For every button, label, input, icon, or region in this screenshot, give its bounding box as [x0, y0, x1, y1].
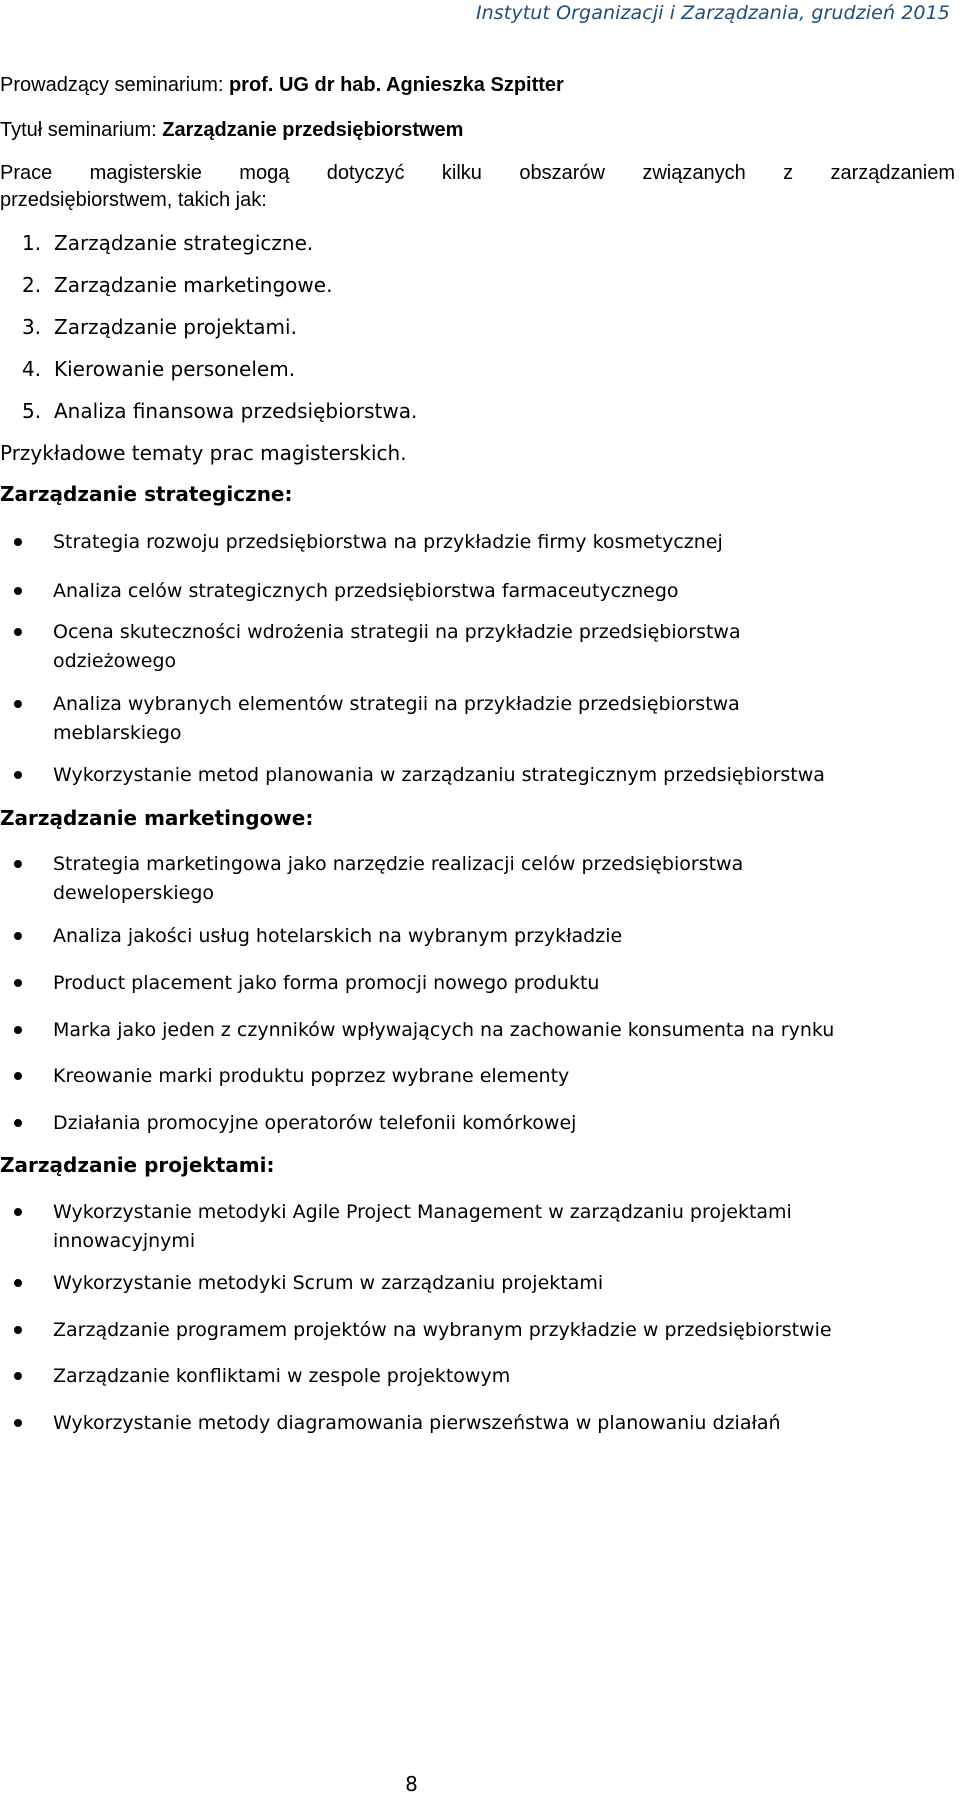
seminar-title-label: Tytuł seminarium: [0, 119, 163, 141]
topic-text: Wykorzystanie metody diagramowania pierwszeństwa w planowaniu działań [53, 1412, 781, 1434]
topic-text-continuation: innowacyjnymi [53, 1230, 196, 1252]
seminar-title-line [0, 117, 463, 143]
page-header: Instytut Organizacji i Zarządzania, grudzień 2015 [475, 2, 950, 24]
bullet-icon [14, 771, 22, 779]
area-number: 5. [22, 399, 42, 423]
bullet-icon [14, 1026, 22, 1034]
bullet-icon [14, 1326, 22, 1334]
area-item [22, 356, 295, 382]
intro-line-2: przedsiębiorstwem, takich jak: [0, 189, 267, 211]
topic-text: Analiza celów strategicznych przedsiębiorstwa farmaceutycznego [53, 580, 679, 602]
topic-text: Product placement jako forma promocji nowego produktu [53, 972, 600, 994]
area-item [22, 272, 332, 298]
section-heading-strategic: Zarządzanie strategiczne: [0, 482, 293, 506]
area-number: 3. [22, 315, 42, 339]
bullet-icon [14, 628, 22, 636]
bullet-icon [14, 1372, 22, 1380]
bullet-icon [14, 587, 22, 595]
page-number: 8 [405, 1772, 418, 1796]
area-label: Zarządzanie projektami. [54, 315, 297, 339]
topic-text: Analiza jakości usług hotelarskich na wybranym przykładzie [53, 925, 623, 947]
topic-text-continuation: odzieżowego [53, 650, 177, 672]
topic-text: Zarządzanie programem projektów na wybranym przykładzie w przedsiębiorstwie [53, 1319, 832, 1341]
bullet-icon [14, 700, 22, 708]
area-item [22, 230, 313, 256]
bullet-icon [14, 979, 22, 987]
area-label: Analiza finansowa przedsiębiorstwa. [54, 399, 418, 423]
area-label: Zarządzanie marketingowe. [54, 273, 333, 297]
section-heading-projects: Zarządzanie projektami: [0, 1153, 275, 1177]
topic-text: Działania promocyjne operatorów telefonii komórkowej [53, 1112, 577, 1134]
seminar-title-value: Zarządzanie przedsiębiorstwem [162, 119, 464, 141]
area-label: Kierowanie personelem. [54, 357, 296, 381]
topic-text-continuation: deweloperskiego [53, 882, 214, 904]
topic-text: Strategia rozwoju przedsiębiorstwa na przykładzie firmy kosmetycznej [53, 531, 723, 553]
bullet-icon [14, 538, 22, 546]
area-number: 4. [22, 357, 42, 381]
area-number: 1. [22, 231, 42, 255]
topic-text: Marka jako jeden z czynników wpływających na zachowanie konsumenta na rynku [53, 1019, 835, 1041]
bullet-icon [14, 860, 22, 868]
bullet-icon [14, 1279, 22, 1287]
bullet-icon [14, 1119, 22, 1127]
section-heading-marketing: Zarządzanie marketingowe: [0, 806, 314, 830]
area-number: 2. [22, 273, 42, 297]
topic-text: Wykorzystanie metodyki Agile Project Management w zarządzaniu projektami [53, 1201, 792, 1223]
intro-line-1: Prace magisterskie mogą dotyczyć kilku obszarów związanych z zarządzaniem [0, 162, 955, 184]
area-label: Zarządzanie strategiczne. [54, 231, 314, 255]
topic-text: Strategia marketingowa jako narzędzie realizacji celów przedsiębiorstwa [53, 853, 744, 875]
bullet-icon [14, 1208, 22, 1216]
area-item [22, 314, 297, 340]
topic-text: Kreowanie marki produktu poprzez wybrane elementy [53, 1065, 570, 1087]
topic-text: Ocena skuteczności wdrożenia strategii na przykładzie przedsiębiorstwa [53, 621, 741, 643]
topic-text: Wykorzystanie metodyki Scrum w zarządzaniu projektami [53, 1272, 604, 1294]
area-item [22, 398, 417, 424]
supervisor-label: Prowadzący seminarium: [0, 74, 229, 96]
topic-text: Analiza wybranych elementów strategii na przykładzie przedsiębiorstwa [53, 693, 740, 715]
bullet-icon [14, 1419, 22, 1427]
bullet-icon [14, 932, 22, 940]
supervisor-name: prof. UG dr hab. Agnieszka Szpitter [228, 74, 564, 96]
bullet-icon [14, 1072, 22, 1080]
supervisor-line [0, 72, 564, 98]
topic-text-continuation: meblarskiego [53, 722, 182, 744]
example-topics-heading: Przykładowe tematy prac magisterskich. [0, 441, 407, 465]
topic-text: Zarządzanie konfliktami w zespole projektowym [53, 1365, 511, 1387]
topic-text: Wykorzystanie metod planowania w zarządzaniu strategicznym przedsiębiorstwa [53, 764, 825, 786]
